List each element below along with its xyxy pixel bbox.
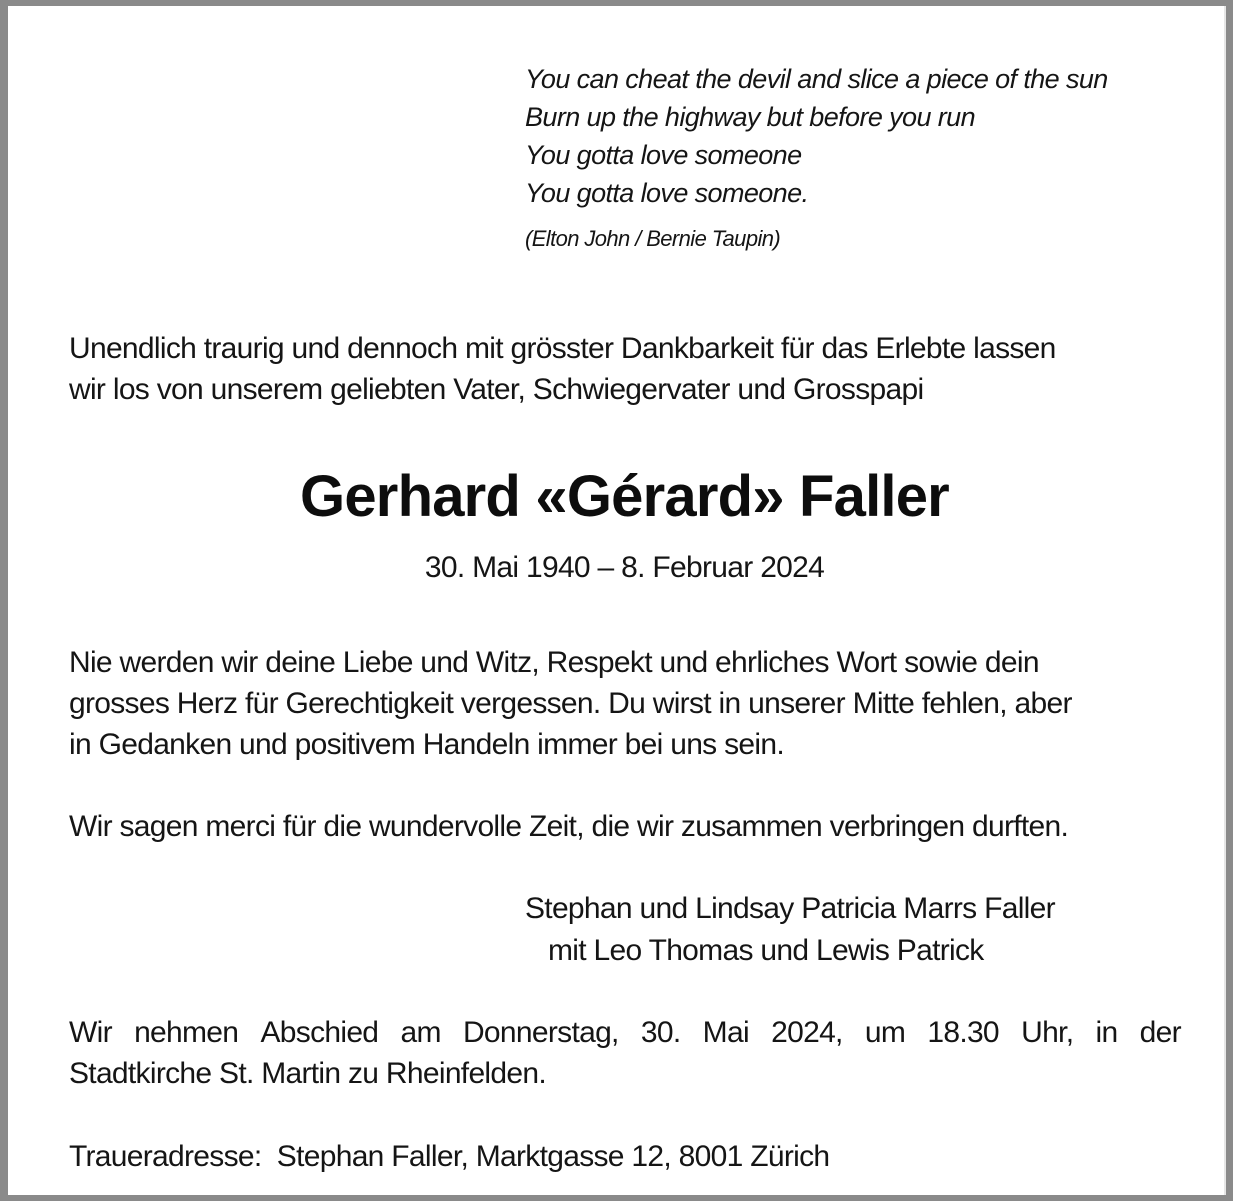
farewell-word: der: [1139, 1016, 1181, 1049]
quote-line: Burn up the highway but before you run: [525, 102, 976, 132]
farewell-word: in: [1095, 1016, 1118, 1049]
address-label: Traueradresse:: [69, 1140, 262, 1173]
address-line: [69, 1136, 1181, 1177]
farewell-word: 18.30: [927, 1016, 999, 1049]
tribute-line: in Gedanken und positivem Handeln immer bei uns sein.: [69, 728, 784, 761]
farewell-paragraph: [69, 1012, 1181, 1094]
farewell-word: 2024,: [771, 1016, 843, 1049]
farewell-word: Wir: [69, 1016, 112, 1049]
quote-line: You gotta love someone.: [525, 178, 809, 208]
thanks-paragraph: [69, 806, 1181, 847]
signer-line: mit Leo Thomas und Lewis Patrick: [548, 934, 984, 967]
farewell-word: Abschied: [260, 1016, 379, 1049]
farewell-word: Mai: [702, 1016, 749, 1049]
quote-line: You gotta love someone: [525, 140, 802, 170]
intro-line: wir los von unserem geliebten Vater, Schwiegervater und Grosspapi: [69, 373, 924, 406]
signers-block: [525, 888, 1055, 972]
thanks-line: Wir sagen merci für die wundervolle Zeit, die wir zusammen verbringen durften.: [69, 810, 1069, 843]
tribute-line: grosses Herz für Gerechtigkeit vergessen. Du wirst in unserer Mitte fehlen, aber: [69, 687, 1072, 720]
farewell-line-1: [69, 1012, 1181, 1053]
deceased-name: Gerhard «Gérard» Faller: [300, 464, 949, 529]
signer-line: Stephan und Lindsay Patricia Marrs Faller: [525, 892, 1055, 925]
tribute-line: Nie werden wir deine Liebe und Witz, Respekt und ehrliches Wort sowie dein: [69, 646, 1039, 679]
farewell-word: 30.: [640, 1016, 681, 1049]
intro-line: Unendlich traurig und dennoch mit grösster Dankbarkeit für das Erlebte lassen: [69, 332, 1056, 365]
farewell-word: am: [400, 1016, 441, 1049]
farewell-word: um: [864, 1016, 906, 1049]
address-gap: [262, 1140, 277, 1173]
farewell-line-2: Stadtkirche St. Martin zu Rheinfelden.: [69, 1057, 546, 1090]
quote-line: You can cheat the devil and slice a piece of the sun: [525, 64, 1108, 94]
life-dates: 30. Mai 1940 – 8. Februar 2024: [424, 551, 825, 584]
tribute-paragraph: [69, 642, 1181, 765]
song-quote: [525, 60, 1108, 212]
farewell-word: Donnerstag,: [462, 1016, 619, 1049]
address-value: Stephan Faller, Marktgasse 12, 8001 Zürich: [276, 1140, 830, 1173]
farewell-word: nehmen: [134, 1016, 239, 1049]
quote-source: (Elton John / Bernie Taupin): [525, 226, 781, 251]
mourning-address: [69, 1136, 1181, 1177]
farewell-word: Uhr,: [1021, 1016, 1074, 1049]
intro-paragraph: [69, 328, 1181, 410]
